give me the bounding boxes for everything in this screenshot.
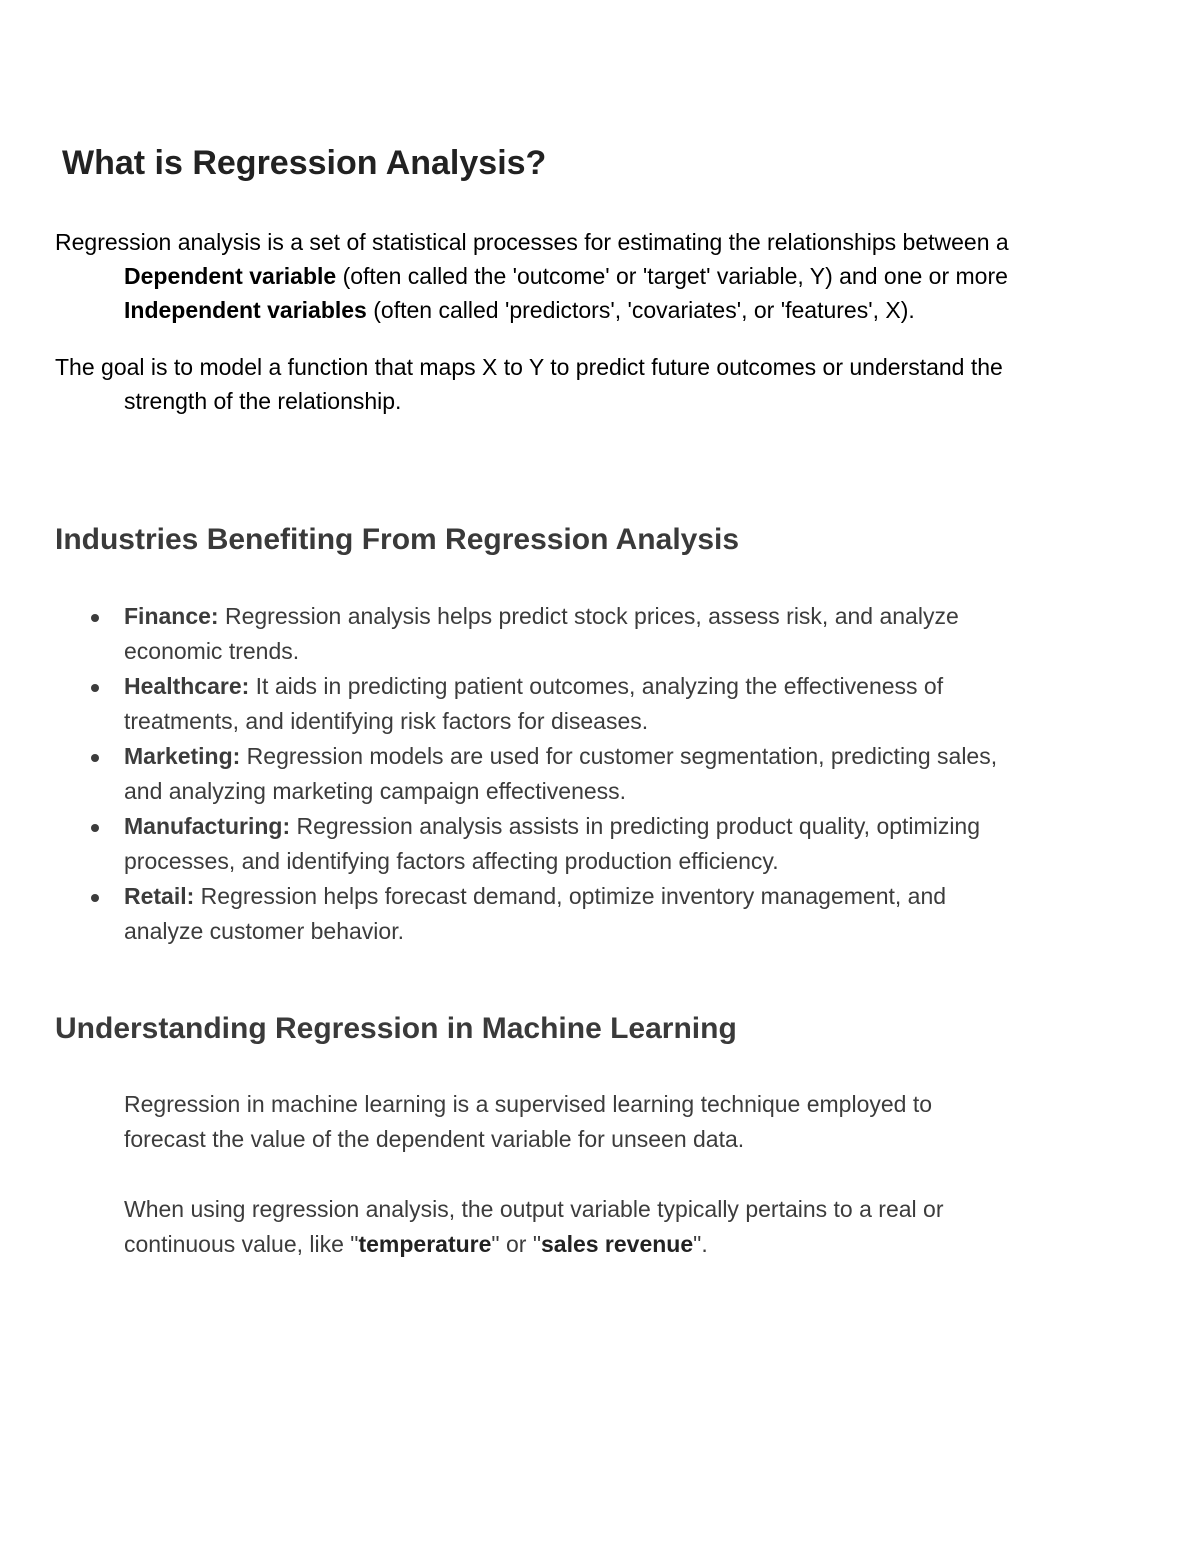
industry-line-2: economic trends. [124, 638, 300, 664]
term-dependent-variable: Dependent variable [124, 263, 337, 289]
industry-text: It aids in predicting patient outcomes, analyzing the effectiveness of [249, 673, 944, 699]
industry-label: Finance: [124, 603, 219, 629]
ml-output-line-1: When using regression analysis, the output variable typically pertains to a real or [124, 1196, 944, 1222]
ml-line-2: forecast the value of the dependent variable for unseen data. [124, 1126, 745, 1152]
industry-label: Manufacturing: [124, 813, 291, 839]
bullet-icon [91, 684, 99, 692]
industries-list [0, 599, 1200, 949]
industry-item-retail [0, 879, 1200, 949]
industry-item-healthcare [0, 669, 1200, 739]
industry-text: Regression models are used for customer segmentation, predicting sales, [240, 743, 998, 769]
industry-text: Regression analysis helps predict stock prices, assess risk, and analyze [218, 603, 959, 629]
ml-output-pre: continuous value, like " [124, 1231, 359, 1257]
goal-line-1: The goal is to model a function that maps X to Y to predict future outcomes or understand the [55, 354, 1003, 380]
industry-line-1 [124, 739, 1200, 774]
industry-line-2: analyze customer behavior. [124, 918, 404, 944]
intro-paragraph-definition [55, 225, 1135, 327]
intro-line-1: Regression analysis is a set of statistical processes for estimating the relationships between a [55, 229, 1009, 255]
industry-line-1 [124, 879, 1200, 914]
industry-text: Regression analysis assists in predicting product quality, optimizing [290, 813, 981, 839]
industry-line-1 [124, 599, 1200, 634]
ml-paragraph-output [124, 1192, 944, 1262]
industry-label: Healthcare: [124, 673, 250, 699]
bullet-icon [91, 614, 99, 622]
industry-line-1 [124, 669, 1200, 704]
intro-line-2 [55, 259, 1135, 293]
term-sales-revenue: sales revenue [540, 1231, 694, 1257]
industry-label: Retail: [124, 883, 195, 909]
bullet-icon [91, 894, 99, 902]
industry-line-2: processes, and identifying factors affecting production efficiency. [124, 848, 779, 874]
industry-item-finance [0, 599, 1200, 669]
intro-line-3-text: (often called 'predictors', 'covariates', or 'features', X). [366, 297, 915, 323]
goal-line-2: strength of the relationship. [124, 388, 402, 414]
industries-heading: Industries Benefiting From Regression Analysis [55, 523, 740, 556]
ml-output-line-2 [124, 1227, 944, 1262]
ml-line-1: Regression in machine learning is a supervised learning technique employed to [124, 1091, 933, 1117]
ml-output-end: ". [693, 1231, 708, 1257]
intro-paragraph-goal [55, 350, 1135, 418]
ml-output-mid: " or " [491, 1231, 541, 1257]
ml-paragraph-definition [124, 1087, 932, 1157]
industry-item-manufacturing [0, 809, 1200, 879]
bullet-icon [91, 754, 99, 762]
intro-line-2-text: (often called the 'outcome' or 'target' variable, Y) and one or more [336, 263, 1008, 289]
bullet-icon [91, 824, 99, 832]
industry-item-marketing [0, 739, 1200, 809]
intro-line-3 [55, 293, 1135, 327]
industry-text: Regression helps forecast demand, optimize inventory management, and [194, 883, 947, 909]
term-temperature: temperature [358, 1231, 492, 1257]
term-independent-variables: Independent variables [124, 297, 367, 323]
industry-line-2: treatments, and identifying risk factors for diseases. [124, 708, 649, 734]
page-title: What is Regression Analysis? [62, 144, 547, 182]
industry-line-1 [124, 809, 1200, 844]
ml-heading: Understanding Regression in Machine Learning [55, 1012, 737, 1045]
industry-line-2: and analyzing marketing campaign effectiveness. [124, 778, 627, 804]
industry-label: Marketing: [124, 743, 241, 769]
